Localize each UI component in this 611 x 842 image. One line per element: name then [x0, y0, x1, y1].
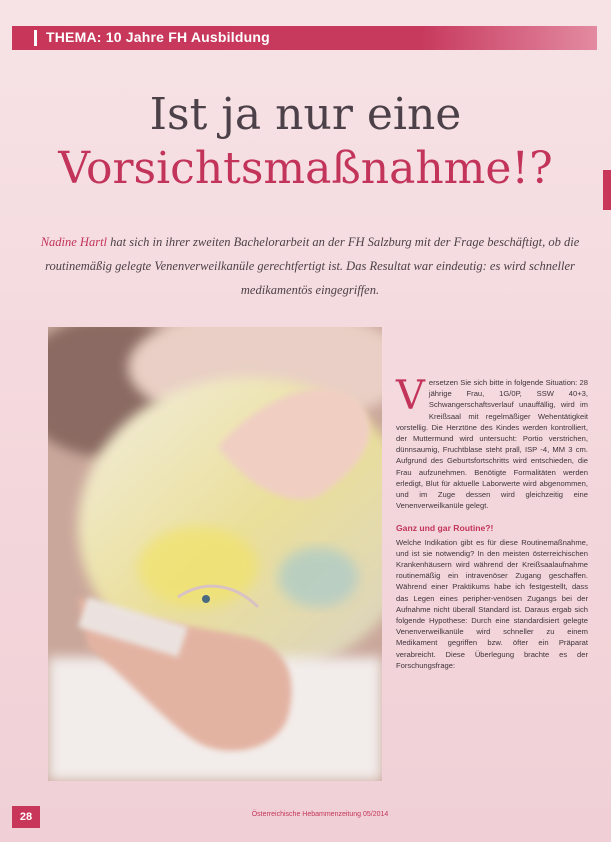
paragraph-2: Welche Indikation gibt es für diese Routinemaßnahme, und ist sie notwendig? In den meisten österreichischen Krankenhäusern wird während der Kreißsaalaufnahme routinemäßig ein intravenöser Zugang geschaffen. Während einer Praktikums habe ich festgestellt, dass das Legen eines peripher-venösen Zugangs bei der Aufnahme nicht überall Standard ist. Daraus ergab sich folgende Hypothese: Durch eine standardisiert gelegte Venenverweilkanüle wird schneller zu einem Medikament gegriffen bzw. öfter ein Präparat verabreicht. Diese Überlegung brachte es der Forschungsfrage:	[396, 537, 588, 670]
intro-text: hat sich in ihrer zweiten Bachelorarbeit an der FH Salzburg mit der Frage beschäftigt, ob die routinemäßig gelegte Venenverweilkanüle gerechtfertigt ist. Das Resultat war eindeutig: es wird schneller medikamentös eingegriffen.	[45, 235, 580, 297]
article-intro	[40, 230, 580, 302]
publication-footer: Österreichische Hebammenzeitung 05/2014	[251, 811, 389, 818]
section-heading: Ganz und gar Routine?!	[396, 523, 494, 534]
title-line-2: Vorsichtsmaßnahme!?	[58, 143, 553, 194]
banner-marker	[34, 30, 37, 46]
theme-banner	[12, 26, 597, 50]
theme-label: THEMA: 10 Jahre FH Ausbildung	[46, 29, 270, 45]
author-name: Nadine Hartl	[40, 235, 108, 249]
article-body	[396, 373, 588, 671]
paragraph-1: ersetzen Sie sich bitte in folgende Situation: 28 jährige Frau, 1G/0P, SSW 40+3, Schwangerschaftsverlauf unauffällig, wird im Kreißsaal mit regelmäßiger Wehentätigkeit vorstellig. Die Herztöne des Kindes werden kontrolliert, der Muttermund wird untersucht: Portio verstrichen, dünnsaumig, Fruchtblase steht prall, ISP -4, MM 3 cm. Aufgrund des Geburtsfortschritts wird entschieden, die Frau aufzunehmen. Benötigte Formalitäten werden erledigt, Blut für aktuelle Laborwerte wird abgenommen, und im Zuge dessen wird gleichzeitig eine Venenverweilkanüle gelegt.	[396, 378, 588, 511]
title-line-1: Ist ja nur eine	[149, 89, 462, 140]
photo-illustration	[48, 327, 382, 781]
drop-cap: V	[396, 373, 425, 419]
article-title	[0, 88, 611, 196]
article-photo	[48, 327, 382, 781]
page-number: 28	[12, 806, 40, 828]
